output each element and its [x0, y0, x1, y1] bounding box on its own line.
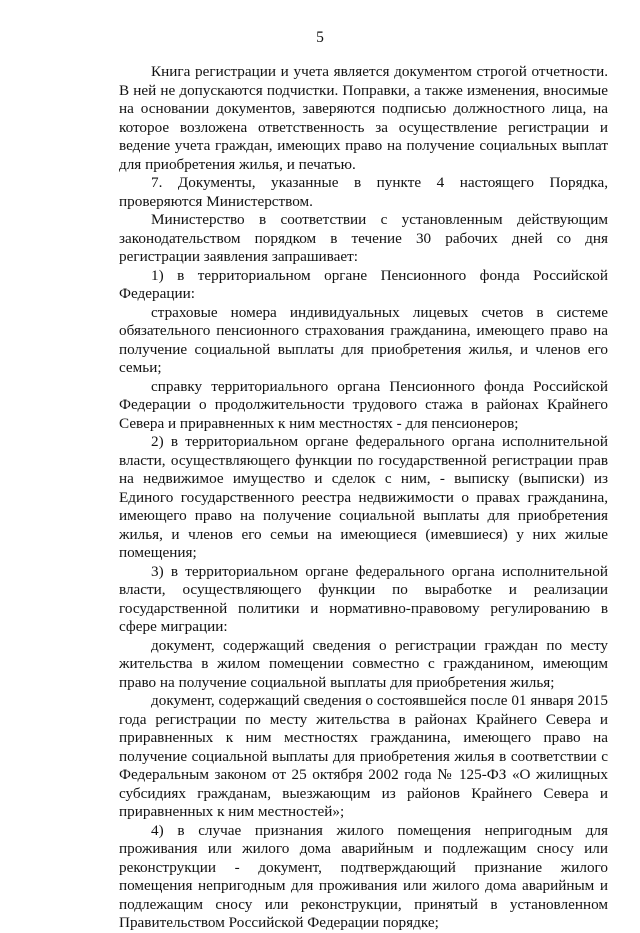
paragraph-ministry-requests: Министерство в соответствии с установленным действующим законодательством порядком в течение 30 рабочих дней со дня регистрации заявления запрашивает:	[119, 211, 608, 265]
paragraph-item-7: 7. Документы, указанные в пункте 4 настоящего Порядка, проверяются Министерством.	[119, 174, 608, 210]
paragraph-residence-registration: документ, содержащий сведения о регистрации граждан по месту жительства в жилом помещении совместно с гражданином, имеющим право на получение социальной выплаты для приобретения жилья;	[119, 636, 608, 691]
paragraph-item-2: 2) в территориальном органе федерального органа исполнительной власти, осуществляющего функции по государственной регистрации прав на недвижимое имущество и сделок с ним, - выписку (выписки) из Единого государственного реестра недвижимости о правах гражданина, имеющего право на получение социальной выплаты для приобретения жилья, и членов его семьи на имеющиеся (имевшиеся) у них жилые помещения;	[119, 433, 608, 561]
document-body	[119, 63, 608, 933]
paragraph-insurance-numbers: страховые номера индивидуальных лицевых счетов в системе обязательного пенсионного страхования гражданина, имеющего право на получение социальной выплаты для приобретения жилья, и членов его семьи;	[119, 303, 608, 376]
page-number: 5	[316, 29, 324, 46]
paragraph-north-registration: документ, содержащий сведения о состоявшейся после 01 января 2015 года регистрации по месту жительства в районах Крайнего Севера и приравненных к ним местностях гражданина, имеющего право на получение социальной выплаты для приобретения жилья в соответствии с Федеральным законом от 25 октября 2002 года № 125-ФЗ «О жилищных субсидиях гражданам, выезжающим из районов Крайнего Севера и приравненных к ним местностей»;	[119, 692, 608, 820]
paragraph-pension-fund-certificate: справку территориального органа Пенсионного фонда Российской Федерации о продолжительности трудового стажа в районах Крайнего Севера и приравненных к ним местностях - для пенсионеров;	[119, 377, 608, 432]
paragraph-item-1: 1) в территориальном органе Пенсионного фонда Российской Федерации:	[119, 266, 608, 302]
paragraph-registration-book: Книга регистрации и учета является документом строгой отчетности. В ней не допускаются подчистки. Поправки, а также изменения, вносимые на основании документов, заверяются подписью должностного лица, на которое возложена ответственность за осуществление регистрации и ведение учета граждан, имеющих право на получение социальных выплат для приобретения жилья, и печатью.	[119, 63, 608, 173]
paragraph-item-3: 3) в территориальном органе федерального органа исполнительной власти, осуществляющего функции по выработке и реализации государственной политики и нормативно-правовому регулированию в сфере миграции:	[119, 562, 608, 635]
paragraph-item-4: 4) в случае признания жилого помещения непригодным для проживания или жилого дома аварийным и подлежащим сносу или реконструкции - документ, подтверждающий признание жилого помещения непригодным для проживания или жилого дома аварийным и подлежащим сносу или реконструкции, принятый в установленном Правительством Российской Федерации порядке;	[119, 821, 608, 931]
